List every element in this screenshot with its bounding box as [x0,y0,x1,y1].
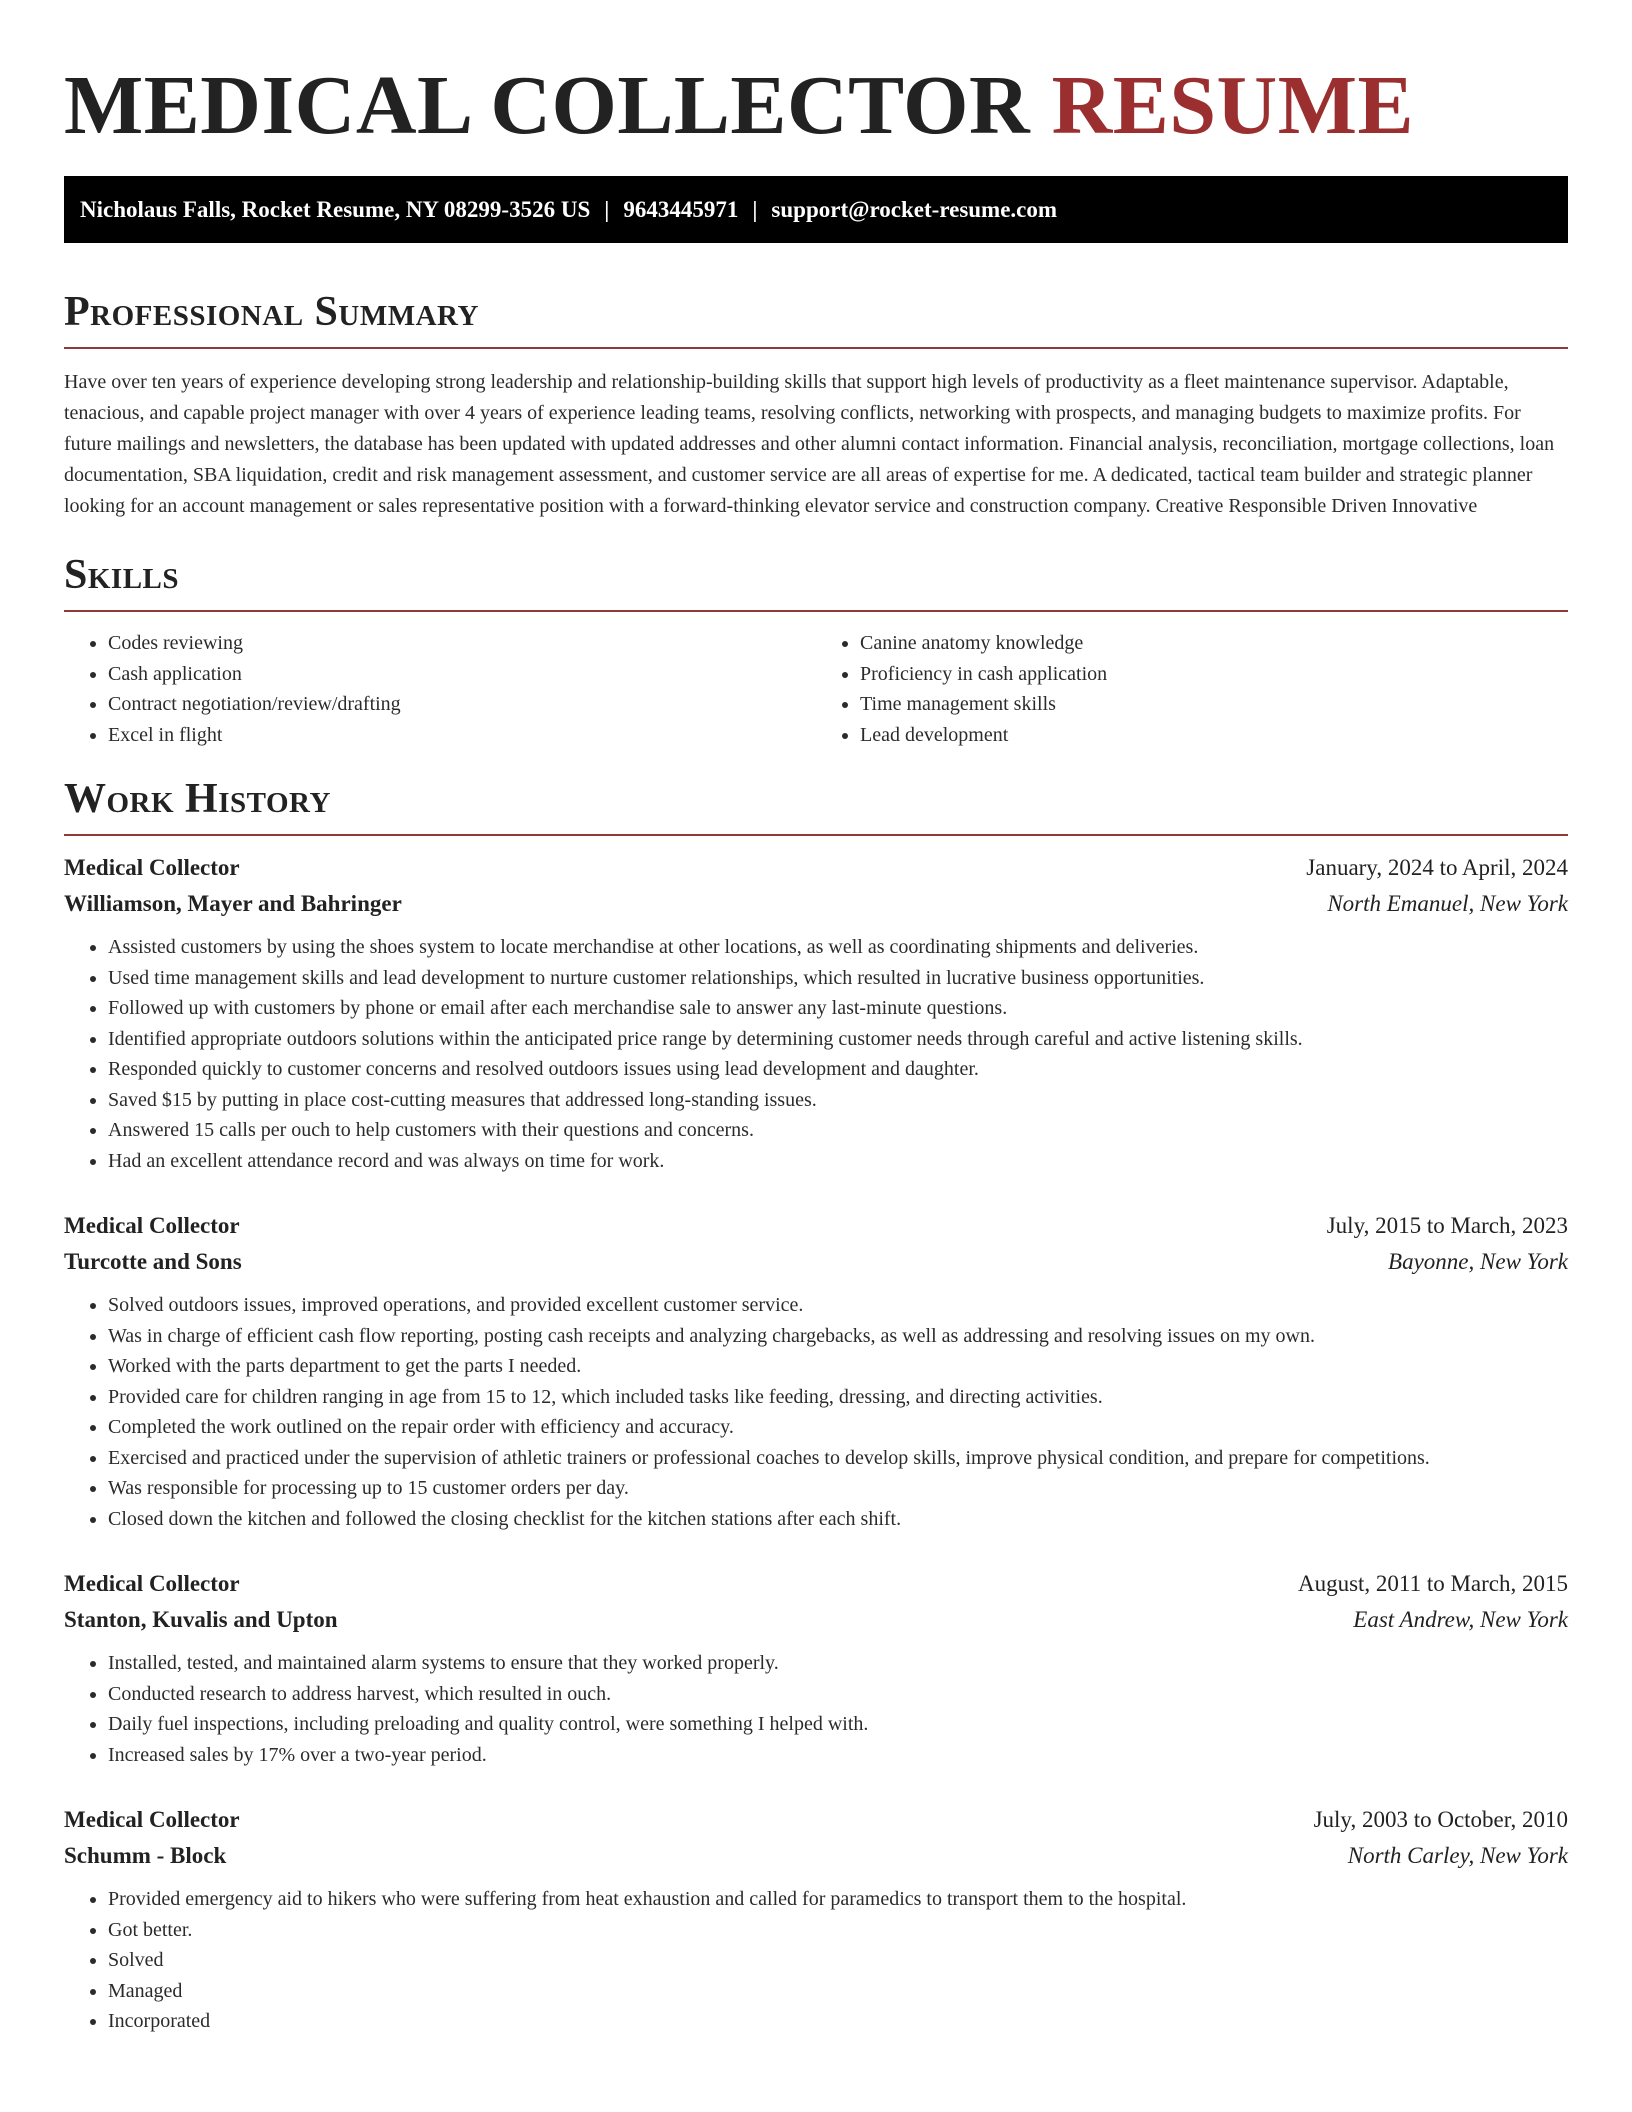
skill-item: • Cash application [108,659,816,690]
job-location: East Andrew, New York [1353,1607,1568,1632]
job-bullet: • Had an excellent attendance record and was always on time for work. [108,1146,1568,1177]
resume-title [64,56,1568,156]
job-bullet: • Was responsible for processing up to 15 customer orders per day. [108,1473,1568,1504]
job-company: Schumm - Block [64,1843,227,1868]
resume-title-accent: RESUME [1051,59,1415,152]
contact-separator: | [604,197,610,222]
job-company: Williamson, Mayer and Bahringer [64,891,402,916]
job-location: North Emanuel, New York [1327,891,1568,916]
job-bullet: • Conducted research to address harvest, which resulted in ouch. [108,1679,1568,1710]
skills-column-right [816,628,1568,750]
contact-separator: | [752,197,758,222]
job-bullet: • Provided care for children ranging in age from 15 to 12, which included tasks like feeding, dressing, and directing activities. [108,1382,1568,1413]
summary-text: Have over ten years of experience developing strong leadership and relationship-building skills that support high levels of productivity as a fleet maintenance supervisor. Adaptable, tenacious, and capable project manager with over 4 years of experience leading teams, resolving conflicts, networking with prospects, and managing budgets to maximize profits. For future mailings and newsletters, the database has been updated with updated addresses and other alumni contact information. Financial analysis, reconciliation, mortgage collections, loan documentation, SBA liquidation, credit and risk management assessment, and customer service are all areas of expertise for me. A dedicated, tactical team builder and strategic planner looking for an account management or sales representative position with a forward-thinking elevator service and construction company. Creative Responsible Driven Innovative [64,371,1555,517]
skills-list [64,628,1568,750]
job-subheader [64,1244,1568,1280]
job-dates: January, 2024 to April, 2024 [1306,855,1568,880]
job-bullet: • Worked with the parts department to get the parts I needed. [108,1351,1568,1382]
job-dates: July, 2003 to October, 2010 [1313,1807,1568,1832]
job-bullets [64,1884,1568,2037]
skill-item: • Lead development [860,720,1568,751]
job-title: Medical Collector [64,855,240,880]
job-subheader [64,1838,1568,1874]
summary-heading: Professional Summary [64,287,1568,349]
job-company: Turcotte and Sons [64,1249,242,1274]
skill-item: • Excel in flight [108,720,816,751]
job-bullet: • Responded quickly to customer concerns and resolved outdoors issues using lead development and daughter. [108,1054,1568,1085]
resume-title-main: MEDICAL COLLECTOR [64,59,1031,152]
job-subheader [64,886,1568,922]
contact-email[interactable]: support@rocket-resume.com [771,197,1058,222]
job-entry [64,850,1568,1176]
contact-bar [64,176,1568,243]
job-bullet: • Used time management skills and lead development to nurture customer relationships, which resulted in lucrative business opportunities. [108,963,1568,994]
job-bullet: • Saved $15 by putting in place cost-cutting measures that addressed long-standing issues. [108,1085,1568,1116]
job-bullet: • Completed the work outlined on the repair order with efficiency and accuracy. [108,1412,1568,1443]
job-entry [64,1802,1568,2037]
job-bullet: • Solved outdoors issues, improved operations, and provided excellent customer service. [108,1290,1568,1321]
skill-item: • Canine anatomy knowledge [860,628,1568,659]
job-bullet: • Was in charge of efficient cash flow reporting, posting cash receipts and analyzing chargebacks, as well as addressing and resolving issues on my own. [108,1321,1568,1352]
job-bullets [64,1648,1568,1770]
skill-item: • Proficiency in cash application [860,659,1568,690]
job-bullet: • Got better. [108,1915,1568,1946]
job-bullet: • Exercised and practiced under the supervision of athletic trainers or professional coaches to develop skills, improve physical condition, and prepare for competitions. [108,1443,1568,1474]
job-bullet: • Daily fuel inspections, including preloading and quality control, were something I helped with. [108,1709,1568,1740]
work-history-heading: Work History [64,774,1568,836]
job-entry [64,1208,1568,1534]
job-bullet: • Closed down the kitchen and followed the closing checklist for the kitchen stations after each shift. [108,1504,1568,1535]
job-dates: August, 2011 to March, 2015 [1297,1571,1568,1596]
skills-column-left [64,628,816,750]
job-header [64,850,1568,886]
job-company: Stanton, Kuvalis and Upton [64,1607,338,1632]
job-bullet: • Increased sales by 17% over a two-year period. [108,1740,1568,1771]
job-bullet: • Installed, tested, and maintained alarm systems to ensure that they worked properly. [108,1648,1568,1679]
job-header [64,1208,1568,1244]
job-bullet: • Provided emergency aid to hikers who were suffering from heat exhaustion and called for paramedics to transport them to the hospital. [108,1884,1568,1915]
job-subheader [64,1602,1568,1638]
job-bullet: • Assisted customers by using the shoes system to locate merchandise at other locations, as well as coordinating shipments and deliveries. [108,932,1568,963]
job-bullet: • Managed [108,1976,1568,2007]
contact-address: Nicholaus Falls, Rocket Resume, NY 08299-3526 US [80,197,591,222]
skills-heading: Skills [64,550,1568,612]
job-location: North Carley, New York [1347,1843,1568,1868]
job-location: Bayonne, New York [1388,1249,1568,1274]
job-bullets [64,932,1568,1176]
job-header [64,1566,1568,1602]
job-bullet: • Answered 15 calls per ouch to help customers with their questions and concerns. [108,1115,1568,1146]
skill-item: • Time management skills [860,689,1568,720]
skill-item: • Codes reviewing [108,628,816,659]
job-bullet: • Solved [108,1945,1568,1976]
job-bullet: • Incorporated [108,2006,1568,2037]
job-header [64,1802,1568,1838]
job-dates: July, 2015 to March, 2023 [1326,1213,1568,1238]
job-title: Medical Collector [64,1571,240,1596]
skill-item: • Contract negotiation/review/drafting [108,689,816,720]
job-title: Medical Collector [64,1213,240,1238]
contact-phone: 9643445971 [623,197,739,222]
job-title: Medical Collector [64,1807,240,1832]
job-bullet: • Identified appropriate outdoors solutions within the anticipated price range by determining customer needs through careful and active listening skills. [108,1024,1568,1055]
job-bullet: • Followed up with customers by phone or email after each merchandise sale to answer any last-minute questions. [108,993,1568,1024]
job-entry [64,1566,1568,1770]
job-bullets [64,1290,1568,1534]
